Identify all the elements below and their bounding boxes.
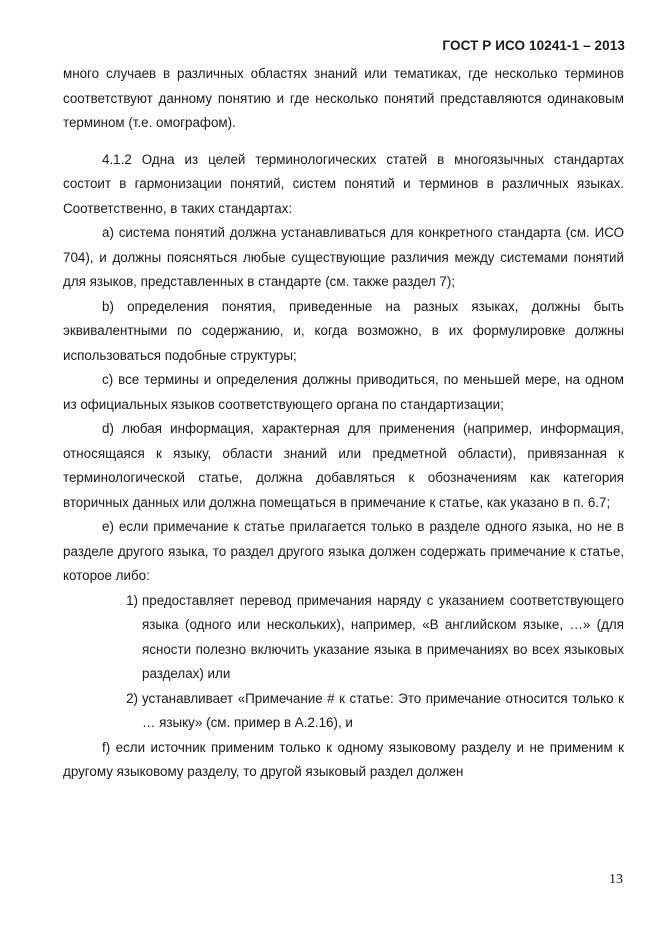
paragraph-4-1-2: 4.1.2 Одна из целей терминологических статей в многоязычных стандартах состоит в гармонизации понятий, систем понятий и терминов в различных языках. Соответственно, в таких стандартах: [63, 151, 624, 216]
document-header: ГОСТ Р ИСО 10241-1 – 2013 [442, 38, 625, 53]
list-item-a: а) система понятий должна устанавливаться для конкретного стандарта (см. ИСО 704), и должны поясняться любые существующие различия между системами понятий для языков, представленных в стандарте (см. также раздел 7); [63, 225, 624, 289]
list-item-f: f) если источник применим только к одному языковому разделу и не применим к другому языковому разделу, то другой языковый раздел должен [63, 739, 624, 779]
list-item-e: е) если примечание к статье прилагается только в разделе одного языка, но не в разделе другого языка, то раздел другого языка должен содержать примечание к статье, которое либо: [63, 519, 624, 583]
list-item-c: с) все термины и определения должны приводиться, по меньшей мере, на одном из официальных языков соответствующего органа по стандартизации; [63, 372, 624, 412]
sub-item-2-text: устанавливает «Примечание # к статье: Это примечание относится только к … языку» (см. пример в А.2.16), и [142, 690, 624, 730]
list-item-d: d) любая информация, характерная для применения (например, информация, относящаяся к языку, области знаний или предметной области), привязанная к терминологической статье, должна добавляться к обозначениям как категория вторичных данных или должна помещаться в примечание к статье, как указано в п. 6.7; [63, 421, 624, 510]
sub-item-2 [63, 687, 624, 736]
page-number: 13 [609, 872, 623, 887]
list-item-b: b) определения понятия, приведенные на разных языках, должны быть эквивалентными по содержанию, и, когда возможно, в их формулировке должны использоваться подобные структуры; [63, 298, 624, 363]
paragraph-intro: много случаев в различных областях знаний или тематиках, где несколько терминов соответствуют данному понятию и где несколько понятий представляются одинаковым термином (т.е. омографом). [63, 66, 624, 130]
sub-item-1 [63, 589, 624, 687]
paragraph-gap [63, 136, 624, 148]
document-body [63, 62, 624, 785]
sub-item-2-number: 2) [126, 690, 138, 706]
sub-item-1-text: предоставляет перевод примечания наряду с указанием соответствующего языка (одного или нескольких), например, «В английском языке, …» (для ясности полезно включить указание языка в примечаниях во всех языковых разделах) или [142, 592, 624, 681]
sub-item-1-number: 1) [126, 592, 138, 608]
